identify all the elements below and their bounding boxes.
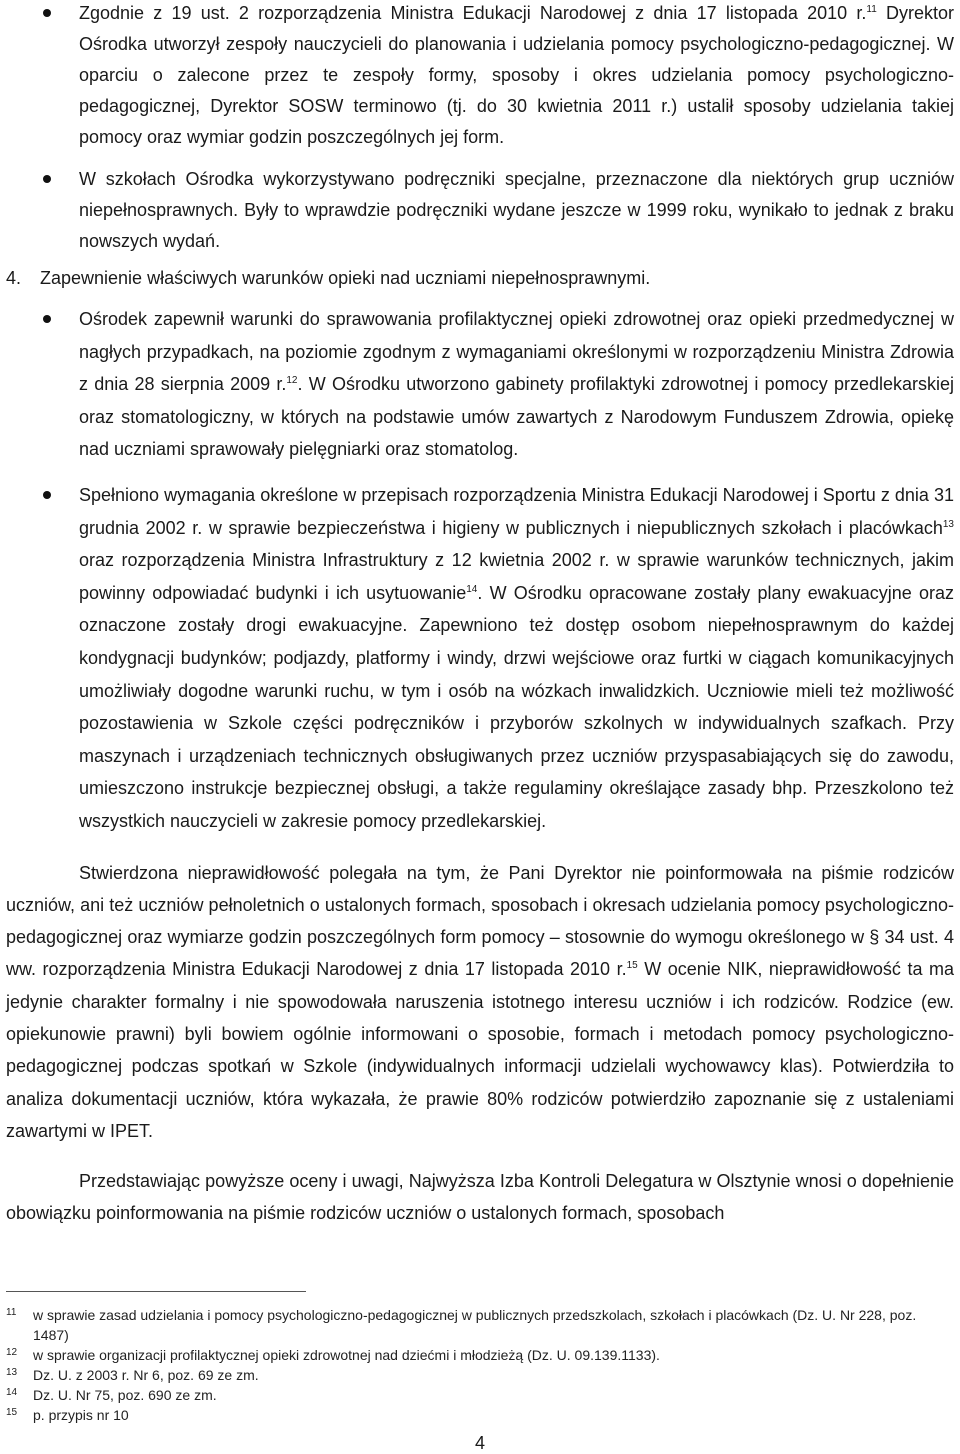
footnote: 14 Dz. U. Nr 75, poz. 690 ze zm. — [6, 1387, 217, 1403]
bullet-item: W szkołach Ośrodka wykorzystywano podręczniki specjalne, przeznaczone dla niektórych grup uczniów niepełnosprawnych. Były to wprawdzie podręczniki wydane jeszcze w 1999 roku, wynikało to jednak z braku nowszych wydań. — [6, 164, 954, 257]
bullet-icon — [43, 491, 51, 499]
paragraph: Przedstawiając powyższe oceny i uwagi, Najwyższa Izba Kontroli Delegatura w Olsztynie wnosi o dopełnienie obowiązku poinformowania na piśmie rodziców uczniów o ustalonych formach, sposobach — [6, 1171, 954, 1224]
footnote: 12 w sprawie organizacji profilaktycznej opieki zdrowotnej nad dziećmi i młodzieżą (Dz. U. 09.139.1133). — [6, 1347, 660, 1363]
bullet-item: Zgodnie z 19 ust. 2 rozporządzenia Ministra Edukacji Narodowej z dnia 17 listopada 2010 r.$^{11}$ Dyrektor Ośrodka utworzył zespoły nauczycieli do planowania i udzielania pomocy psychologiczno-pedagogicznej. W oparciu o zalecone przez te zespoły formy, sposoby i okres udzielania pomocy psychologiczno-pedagogicznej, Dyrektor SOSW terminowo (tj. do 30 kwietnia 2011 r.) ustalił sposoby udzielania takiej pomocy oraz wymiar godzin poszczególnych jej form. — [6, 0, 954, 153]
body-text — [6, 0, 954, 1230]
footnote-divider — [6, 1291, 306, 1292]
bullet-icon — [43, 315, 51, 323]
bullet-item: Ośrodek zapewnił warunki do sprawowania profilaktycznej opieki zdrowotnej oraz opieki przedmedycznej w nagłych przypadkach, na poziomie zgodnym z wymaganiami określonymi w rozporządzeniu Ministra Zdrowia z dnia 28 sierpnia 2009 r.$^{12}$. W Ośrodku utworzono gabinety profilaktyki zdrowotnej i pomocy przedlekarskiej oraz stomatologiczny, w których na podstawie umów zawartych z Narodowym Funduszem Zdrowia, opiekę nad uczniami sprawowały pielęgniarki oraz stomatolog. — [6, 303, 954, 466]
paragraph: Stwierdzona nieprawidłowość polegała na tym, że Pani Dyrektor nie poinformowała na piśmie rodziców uczniów, ani też uczniów pełnoletnich o ustalonych formach, sposobach i okresach udzielania pomocy psychologiczno-pedagogicznej oraz wymiarze godzin poszczególnych form pomocy – stosownie do wymogu określonego w § 34 ust. 4 ww. rozporządzenia Ministra Edukacji Narodowej z dnia 17 listopada 2010 r.$^{15}$ W ocenie NIK, nieprawidłowość ta ma jedynie charakter formalny i nie spowodowała naruszenia istotnego interesu uczniów i ich rodziców. Rodzice (ew. opiekunowie prawni) byli bowiem ogólnie informowani o sposobie, formach i metodach pomocy psychologiczno-pedagogicznej podczas spotkań w Szkole (indywidualnych informacji udzielali wychowawcy klas). Potwierdziła to analiza dokumentacji uczniów, która wykazała, że prawie 80% rodziców potwierdziło zapoznanie się z ustaleniami zawartymi w IPET. — [6, 862, 954, 1141]
footnote: 13 Dz. U. z 2003 r. Nr 6, poz. 69 ze zm. — [6, 1367, 259, 1383]
footnotes — [6, 1305, 952, 1425]
bullet-icon — [43, 175, 51, 183]
page-number: 4 — [474, 1433, 485, 1453]
section-heading: 4. Zapewnienie właściwych warunków opieki nad uczniami niepełnosprawnymi. — [6, 268, 651, 288]
bullet-icon — [43, 9, 51, 17]
footnote: 15 p. przypis nr 10 — [6, 1407, 129, 1423]
footnote: 11 w sprawie zasad udzielania i pomocy psychologiczno-pedagogicznej w publicznych przedszkolach, szkołach i placówkach (Dz. U. Nr 228, poz. 1487) — [6, 1307, 917, 1343]
bullet-item: Spełniono wymagania określone w przepisach rozporządzenia Ministra Edukacji Narodowej i Sportu z dnia 31 grudnia 2002 r. w sprawie bezpieczeństwa i higieny w publicznych i niepublicznych szkołach i placówkach$^{13}$ oraz rozporządzenia Ministra Infrastruktury z 12 kwietnia 2002 r. w sprawie warunków technicznych, jakim powinny odpowiadać budynki i ich usytuowanie$^{14}$. W Ośrodku opracowane zostały plany ewakuacyjne oraz oznaczone zostały drogi ewakuacyjne. Zapewniono też dostęp osobom niepełnosprawnym do każdej kondygnacji budynków; podjazdy, platformy i windy, drzwi wejściowe oraz furtki w ciągach komunikacyjnych umożliwiały dogodne warunki ruchu, w tym i osób na wózkach inwalidzkich. Uczniowie mieli też możliwość pozostawienia w Szkole części podręczników i przyborów szkolnych w indywidualnych szafkach. Przy maszynach i urządzeniach technicznych obsługiwanych przez uczniów przyspasabiających się do zawodu, umieszczono instrukcje bezpiecznej obsługi, a także regulaminy określające zasady bhp. Przeszkolono też wszystkich nauczycieli w zakresie pomocy przedlekarskiej. — [6, 479, 954, 838]
